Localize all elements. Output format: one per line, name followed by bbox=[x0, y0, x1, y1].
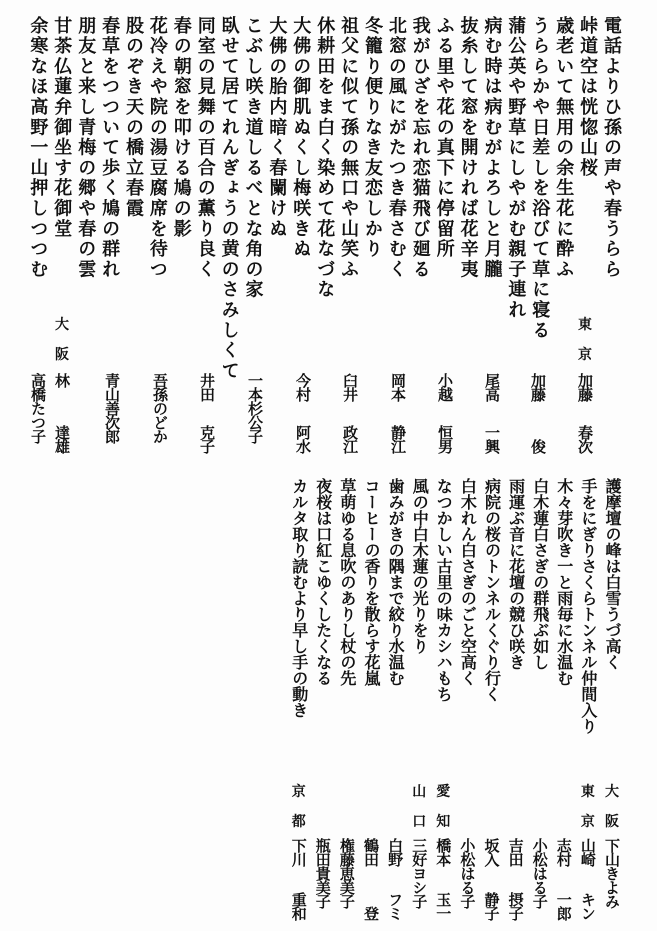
haiku-column: 冬籠り便りなき友恋しかり bbox=[362, 16, 383, 260]
author-name bbox=[435, 373, 455, 453]
haiku-column: 花冷えや院の湯豆腐席を待つ bbox=[146, 16, 168, 280]
haiku-column: 朋友と来し青梅の郷や春の雲 bbox=[75, 16, 97, 280]
author-family-name: 青山善次郎 bbox=[103, 373, 121, 443]
author-location: 都 bbox=[291, 814, 306, 830]
author-location: 口 bbox=[412, 814, 427, 830]
haiku-column: 木々芽吹き一と雨毎に水温む bbox=[554, 478, 574, 686]
haiku-column: 同室の見舞の百合の薫り良く bbox=[194, 16, 216, 280]
haiku-column: 春の朝窓を叩ける鳩の影 bbox=[170, 16, 192, 240]
haiku-column: 臥せて居てれんぎょうの黄のさみしくて bbox=[218, 16, 240, 382]
author-location: 大 bbox=[55, 317, 69, 333]
author-family-name: 坂入 bbox=[482, 838, 501, 866]
haiku-column: こぶし咲き道しるべとな角の家 bbox=[242, 16, 264, 301]
author-name bbox=[340, 373, 360, 453]
haiku-column: 白木蓮白さぎの群飛ぶ如し bbox=[530, 478, 550, 670]
author-given-name: 一郎 bbox=[554, 892, 573, 920]
haiku-column: 白木れん白さぎのごと空高く bbox=[458, 478, 478, 686]
author-name bbox=[433, 838, 453, 920]
author-family-name: 白野 bbox=[386, 838, 405, 866]
haiku-column: 春草をつついて歩く鳩の群れ bbox=[99, 16, 121, 280]
author-family-name: 岡本 bbox=[389, 373, 407, 401]
author-name bbox=[150, 373, 170, 453]
author-name bbox=[482, 838, 502, 920]
author-location: 京 bbox=[578, 347, 592, 363]
author-given-name: 静江 bbox=[389, 425, 407, 453]
author-given-name: 重和 bbox=[289, 892, 308, 920]
author-family-name: 下川 bbox=[289, 838, 308, 866]
author-name bbox=[506, 838, 526, 920]
haiku-column: 大佛の胎内暗く春闌けぬ bbox=[266, 16, 288, 240]
author-location: 愛 bbox=[436, 784, 451, 800]
author-name bbox=[337, 838, 357, 920]
author-location: 阪 bbox=[605, 814, 619, 830]
haiku-column: 手をにぎりさくらトンネル仲間入り bbox=[578, 478, 598, 734]
author-name bbox=[245, 373, 265, 453]
author-name bbox=[457, 838, 477, 920]
haiku-column: 休耕田をま白く染めて花なづな bbox=[314, 16, 336, 301]
author-name bbox=[52, 373, 72, 453]
author-name bbox=[575, 373, 595, 453]
author-given-name: 摂子 bbox=[506, 892, 525, 920]
author-family-name: 下山きよみ bbox=[603, 838, 621, 908]
author-name bbox=[361, 838, 381, 920]
author-family-name: 高橋たつ子 bbox=[29, 373, 47, 443]
author-name bbox=[313, 838, 333, 920]
author-location: 知 bbox=[436, 814, 451, 830]
author-family-name: 山崎 bbox=[578, 838, 597, 866]
author-family-name: 臼井 bbox=[341, 373, 359, 401]
author-family-name: 三好ヨシ子 bbox=[410, 838, 429, 908]
haiku-column: 病む時は病むがよろしと月朧 bbox=[481, 16, 503, 280]
author-family-name: 志村 bbox=[554, 838, 573, 866]
author-location: 阪 bbox=[55, 347, 69, 363]
author-given-name: 玉一 bbox=[434, 892, 453, 920]
author-given-name: 阿水 bbox=[294, 425, 312, 453]
author-name bbox=[385, 838, 405, 920]
haiku-column: 大佛の御肌ぬくし梅咲きぬ bbox=[290, 16, 312, 260]
author-name bbox=[528, 373, 548, 453]
haiku-column: 甘茶仏蓮弁御坐す花御堂 bbox=[51, 16, 73, 240]
author-name bbox=[530, 838, 550, 920]
haiku-column: 歯みがきの隅まで絞り水温む bbox=[386, 478, 406, 686]
author-family-name: 瓶田貴美子 bbox=[313, 838, 332, 908]
author-given-name: 春次 bbox=[576, 425, 594, 453]
haiku-column: 峠道空は恍惚山桜 bbox=[577, 16, 599, 179]
author-given-name: 克子 bbox=[198, 425, 216, 453]
haiku-column: 股のぞき天の橋立春霞 bbox=[123, 16, 144, 219]
author-given-name: キン bbox=[578, 892, 597, 920]
author-location: 京 bbox=[291, 784, 306, 800]
author-name bbox=[409, 838, 429, 920]
author-name bbox=[578, 838, 598, 920]
haiku-column: 護摩壇の峰は白雪うづ高く bbox=[603, 478, 622, 670]
author-name bbox=[28, 373, 48, 453]
author-given-name: 登 bbox=[362, 906, 380, 920]
author-name bbox=[482, 373, 502, 453]
author-name bbox=[554, 838, 574, 920]
haiku-column: 余寒なほ高野一山押しつつむ bbox=[27, 16, 49, 280]
author-family-name: 鶴田 bbox=[362, 838, 380, 866]
author-name bbox=[289, 838, 309, 920]
author-family-name: 井田 bbox=[198, 373, 216, 401]
author-location: 京 bbox=[580, 814, 595, 830]
haiku-column: 蒲公英や野草にしやがむ親子連れ bbox=[505, 16, 527, 321]
author-family-name: 橋本 bbox=[434, 838, 453, 866]
author-name bbox=[388, 373, 408, 453]
haiku-column: コーヒーの香りを散らす花嵐 bbox=[362, 478, 381, 686]
haiku-column: 歳老いて無用の余生花に酔ふ bbox=[553, 16, 575, 280]
author-family-name: 加藤 bbox=[576, 373, 594, 401]
author-location: 東 bbox=[580, 784, 595, 800]
author-location: 東 bbox=[578, 317, 592, 333]
author-family-name: 吉田 bbox=[506, 838, 525, 866]
haiku-column: 抜糸して窓を開ければ花辛夷 bbox=[457, 16, 479, 280]
haiku-column: 風の中白木蓮の光りをり bbox=[410, 478, 430, 654]
author-family-name: 小松はる子 bbox=[530, 838, 549, 908]
author-family-name: 一本杉公子 bbox=[246, 373, 264, 443]
haiku-column: 草萌ゆる息吹のありし杖の先 bbox=[337, 478, 357, 686]
author-family-name: 小越 bbox=[436, 373, 454, 401]
author-location: 大 bbox=[605, 784, 619, 800]
haiku-column: 北窓の風にがたつき春さむく bbox=[385, 16, 407, 280]
author-given-name: 恒男 bbox=[436, 425, 454, 453]
haiku-column: うららかや日差しを浴びて草に寝る bbox=[529, 16, 551, 341]
author-family-name: 加藤 bbox=[529, 373, 547, 401]
haiku-column: なつかしい古里の味カシハもち bbox=[434, 478, 454, 702]
author-given-name: 達雄 bbox=[53, 425, 71, 453]
author-name bbox=[293, 373, 313, 453]
author-given-name: 一興 bbox=[483, 425, 501, 453]
haiku-column: 我がひざを忘れ恋猫飛び廻る bbox=[409, 16, 431, 280]
haiku-column: カルタ取り読むより早し手の動き bbox=[289, 478, 309, 718]
haiku-column: ふる里や花の真下に停留所 bbox=[433, 16, 455, 260]
author-family-name: 小松はる子 bbox=[458, 838, 477, 908]
haiku-column: 雨運ぶ音に花壇の競ひ咲き bbox=[506, 478, 526, 670]
haiku-column: 祖父に似て孫の無口や山笑ふ bbox=[338, 16, 360, 280]
author-given-name: 静子 bbox=[482, 892, 501, 920]
author-name bbox=[197, 373, 217, 453]
haiku-column: 電話よりひ孫の声や春うらら bbox=[601, 16, 622, 280]
author-family-name: 権藤恵美子 bbox=[337, 838, 356, 908]
author-name bbox=[102, 373, 122, 453]
author-family-name: 林 bbox=[53, 373, 71, 387]
author-given-name: フミ bbox=[386, 892, 405, 920]
haiku-column: 病院の桜のトンネルくぐり行く bbox=[482, 478, 502, 702]
author-given-name: 政江 bbox=[341, 425, 359, 453]
author-given-name: 俊 bbox=[529, 439, 547, 453]
author-name bbox=[602, 838, 622, 920]
author-family-name: 吾孫のどか bbox=[151, 373, 169, 443]
author-location: 山 bbox=[412, 784, 427, 800]
haiku-column: 夜桜は口紅こゆくしたくなる bbox=[313, 478, 333, 686]
author-family-name: 尾高 bbox=[483, 373, 501, 401]
author-family-name: 今村 bbox=[294, 373, 312, 401]
